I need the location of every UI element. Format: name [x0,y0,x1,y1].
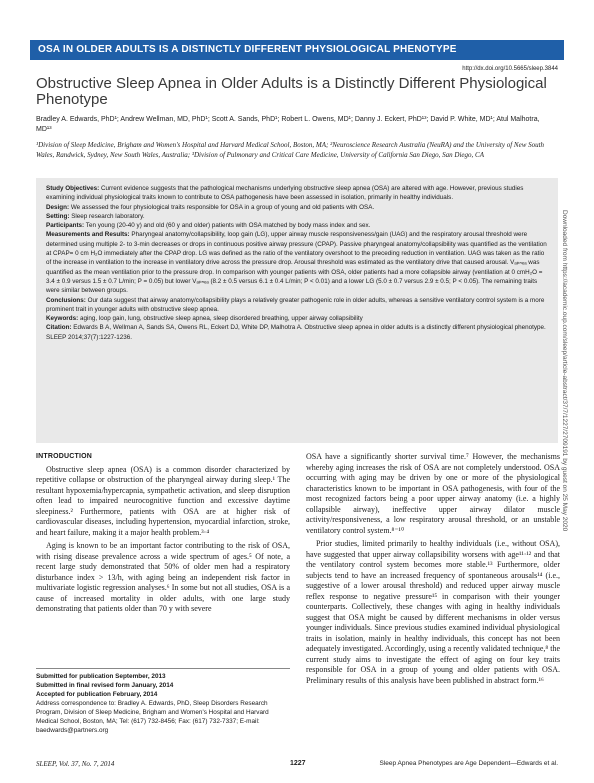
measurements-label: Measurements and Results: [46,231,130,239]
abstract-participants [46,221,548,230]
objectives-label: Study Objectives: [46,185,100,192]
body-paragraph: OSA have a significantly shorter survival time.⁷ However, the mechanisms whereby aging increases the risk of OSA are not completely understood. OSA occurring with aging may be driven by one or more of the physiological characteristics known to be important in OSA pathogenesis, with four of the most recognized factors being a poor upper airway anatomy (i.e. a highly collapsible airway), ineffective upper airway dilator muscle activity/responsiveness, a low respiratory arousal threshold, or an unstable ventilatory control system.⁸⁻¹⁰ [306,452,560,535]
correspondence-address: Address correspondence to: Bradley A. Edwards, PhD, Sleep Disorders Research Program, Division of Sleep Medicine, Brigham and Women's Hospital and Harvard Medical School, Boston, MA; Tel: (617) 732-8456; Fax: (617) 732-7337; E-mail: baedwards@partners.org [36,700,269,734]
submission-info [36,668,290,735]
running-title: Sleep Apnea Phenotypes are Age Dependent—Edwards et al. [379,760,558,767]
abstract-objectives [46,184,548,203]
body-column-right [306,452,560,689]
doi-link[interactable]: http://dx.doi.org/10.5665/sleep.3844 [462,66,558,72]
abstract-design [46,203,548,212]
body-column-left [36,452,290,618]
revised-date: Submitted in final revised form January, 2014 [36,682,174,689]
journal-footer: SLEEP, Vol. 37, No. 7, 2014 [36,760,115,768]
citation-label: Citation: [46,324,72,332]
download-watermark: Downloaded from https://academic.oup.com/sleep/article-abstract/37/7/1227/2709191 by guest on 25 May 2020 [561,210,568,532]
accepted-date: Accepted for publication February, 2014 [36,691,158,698]
setting-label: Setting: [46,212,70,220]
article-title: Obstructive Sleep Apnea in Older Adults is a Distinctly Different Physiological Phenotype [36,75,547,108]
abstract-box [36,178,558,443]
objectives-text: Current evidence suggests that the pathological mechanisms underlying obstructive sleep apnea (OSA) are altered with age. However, previous studies examining individual physiological traits known to contribute to OSA pathogenesis have been assessed in isolation, primarily in healthy individuals. [46,185,524,202]
design-label: Design: [46,203,70,211]
measurements-text: Pharyngeal anatomy/collapsibility, loop gain (LG), upper airway muscle responsiveness/gain (UAG) and the respiratory arousal threshold were determined using multiple 2- to 3-min decreases or drops in continuous positive airway pressure (CPAP). Passive pharyngeal anatomy/collapsibility was quantified as the ventilation at CPAP= 0 cm H₂O immediately after the CPAP drop. LG was defined as the ratio of the ventilatory overshoot to the preceding reduction in ventilation. UAG was taken as the ratio of the increase in ventilation to the increase in ventilatory drive across the pressure drop. Arousal threshold was estimated as the ventilatory drive that caused arousal. Vₐₚₙₑₐ was quantified as the mean ventilation prior to the pressure drop. In comparison with younger patients with OSA, older patients had a more collapsible airway (ventilation at 0 cmH₂O = 3.4 ± 0.9 versus 1.5 ± 0.7 L/min; P = 0.05) but lower Vₐₚₙₑₐ (8.2 ± 0.5 versus 6.1 ± 0.4 L/min; P < 0.01) and a lower LG (5.0 ± 0.7 versus 2.9 ± 0.5; P < 0.05). The remaining traits were similar between groups. [46,231,547,295]
keywords-label: Keywords: [46,315,79,323]
abstract-keywords [46,314,548,323]
participants-text: Ten young (20-40 y) and old (60 y and older) patients with OSA matched by body mass index and sex. [85,222,371,230]
participants-label: Participants: [46,222,85,230]
section-banner: OSA IN OLDER ADULTS IS A DISTINCTLY DIFFERENT PHYSIOLOGICAL PHENOTYPE [30,40,564,60]
keywords-text: aging, loop gain, lung, obstructive sleep apnea, sleep disordered breathing, upper airway collapsibility [79,315,363,323]
page-number: 1227 [290,760,306,767]
abstract-citation [46,323,548,342]
abstract-measurements [46,230,548,295]
conclusions-label: Conclusions: [46,296,86,304]
body-paragraph: Obstructive sleep apnea (OSA) is a common disorder characterized by repetitive collapse or obstruction of the pharyngeal airway during sleep.¹ The resultant hypoxemia/hypercapnia, sympathetic activation, and sleep disruption often lead to impaired neurocognitive function and excessive daytime sleepiness.² Furthermore, patients with OSA are at higher risk of cardiovascular diseases, including hypertension, myocardial infarction, stroke, and heart failure, making it a major health problem.³·⁴ [36,464,290,537]
body-paragraph: Aging is known to be an important factor contributing to the risk of OSA, with rising disease prevalence across a wide spectrum of ages.⁵ Of note, a recent large study demonstrated that 50% of older men had a respiratory disturbance index > 13/h, with aging being an independent risk factor in multivariate logistic regression analyses.⁶ In some but not all studies, OSA is a cause of increased mortality in older adults, with one large study demonstrating that patients older than 70 y with severe [36,541,290,613]
abstract-conclusions [46,296,548,315]
design-text: We assessed the four physiological traits responsible for OSA in a group of young and old patients with OSA. [70,203,375,211]
author-list: Bradley A. Edwards, PhD¹; Andrew Wellman, MD, PhD¹; Scott A. Sands, PhD¹; Robert L. Owens, MD¹; Danny J. Eckert, PhD¹³; David P. White, MD¹; Atul Malhotra, MD¹³ [36,116,540,133]
abstract-setting [46,212,548,221]
conclusions-text: Our data suggest that airway anatomy/collapsibility plays a relatively greater pathogenic role in older adults, whereas a sensitive ventilatory control system is a more prominent trait in younger adults with obstructive sleep apnea. [46,296,545,313]
submitted-date: Submitted for publication September, 2013 [36,673,166,680]
affiliations: ¹Division of Sleep Medicine, Brigham and Women's Hospital and Harvard Medical School, Boston, MA; ²Neuroscience Research Australia (NeuRA) and the University of New South Wales, Randwick, Sydney, New South Wales, Australia; ³Division of Pulmonary and Critical Care Medicine, University of California San Diego, San Diego, CA [36,141,545,159]
setting-text: Sleep research laboratory. [71,212,145,220]
citation-text: Edwards B A, Wellman A, Sands SA, Owens RL, Eckert DJ, White DP, Malhotra A. Obstructive sleep apnea in older adults is a distinctly different physiological phenotype. SLEEP 2014;37(7):1227-1236. [46,324,546,341]
body-paragraph: Prior studies, limited primarily to healthy individuals (i.e., without OSA), have suggested that upper airway collapsibility worsens with age¹¹·¹² and that the ventilatory control system becomes more stable.¹³ Furthermore, older subjects tend to have an increased frequency of spontaneous arousals¹⁴ (i.e., suggestive of a lower arousal threshold) and reduced upper airway muscle reflex response to negative pressure¹⁵ in comparison with their younger counterparts. Collectively, these changes with aging in healthy individuals suggest that OSA might be caused by different mechanisms in older versus younger individuals. Since previous studies examined individual physiological traits in isolation, mainly in healthy individuals, this concept has not been adequately investigated. Accordingly, using a recently validated technique,⁸ the current study aims to investigate the effect of aging on four key traits responsible for OSA in a group of young and older patients with OSA. Preliminary results of this analysis have been published in abstract form.¹⁶ [306,539,560,685]
introduction-heading: INTRODUCTION [36,453,93,460]
